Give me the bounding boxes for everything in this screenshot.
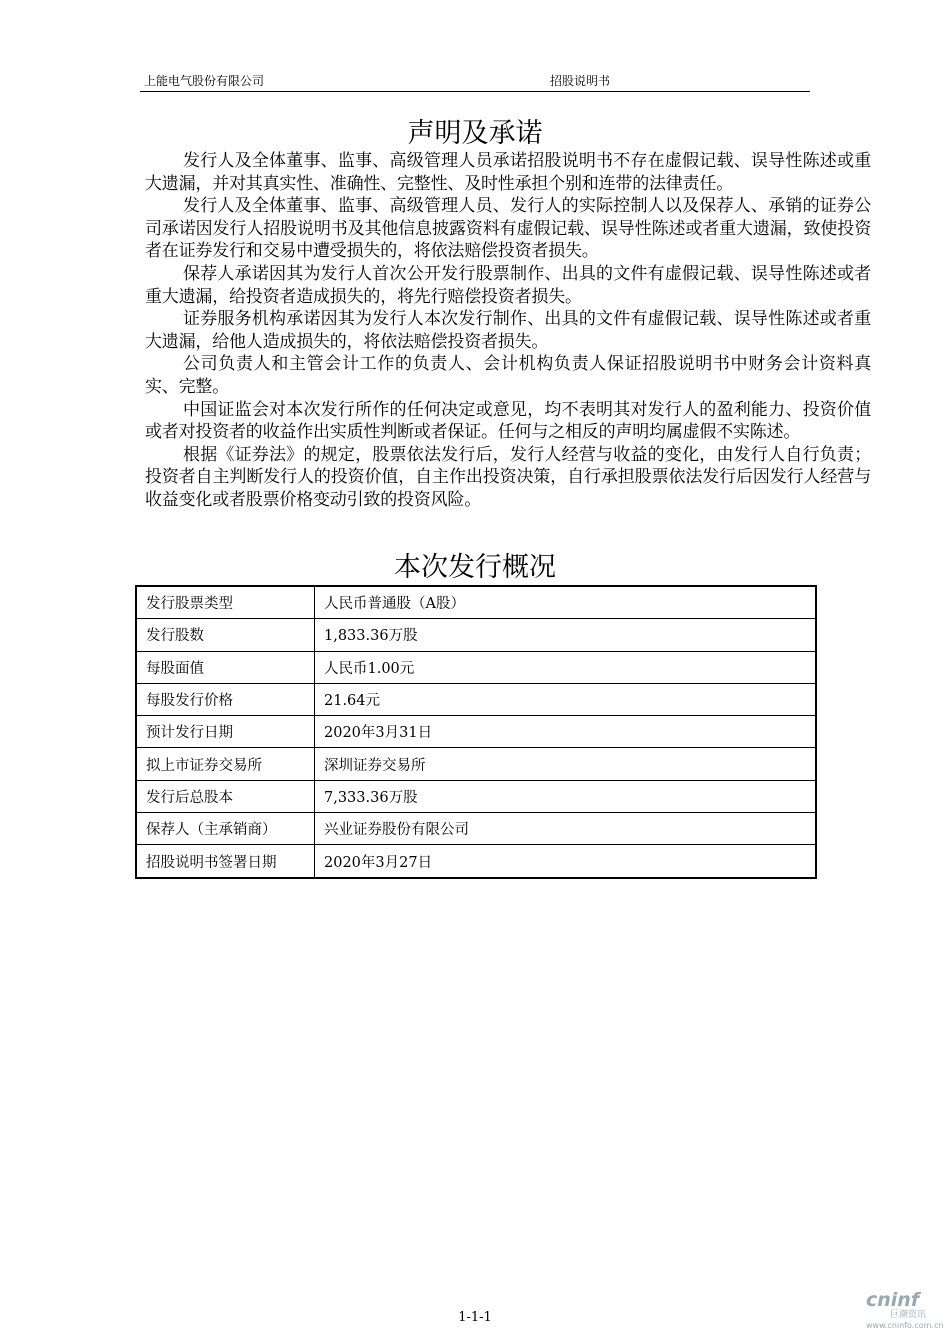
- row-label: 发行股数: [136, 619, 315, 651]
- declaration-paragraph: 公司负责人和主管会计工作的负责人、会计机构负责人保证招股说明书中财务会计资料真实、完整。: [145, 354, 871, 397]
- table-row: [136, 683, 816, 715]
- row-value: 兴业证券股份有限公司: [315, 813, 817, 845]
- row-label: 拟上市证券交易所: [136, 748, 315, 780]
- row-label: 发行后总股本: [136, 780, 315, 812]
- page-header: [140, 71, 810, 92]
- row-label: 每股面值: [136, 651, 315, 683]
- table-row: [136, 586, 816, 619]
- declaration-paragraph: 证券服务机构承诺因其为发行人本次发行制作、出具的文件有虚假记载、误导性陈述或者重大遗漏，给他人造成损失的，将依法赔偿投资者损失。: [145, 309, 871, 352]
- row-label: 保荐人（主承销商）: [136, 813, 315, 845]
- table-row: [136, 748, 816, 780]
- table-row: [136, 813, 816, 845]
- logo-brand-cn: 巨潮资讯: [890, 1310, 927, 1320]
- row-value: 1,833.36万股: [315, 619, 817, 651]
- cninfo-watermark-logo: [860, 1290, 948, 1338]
- logo-url: www.cninfo.com.cn: [866, 1321, 944, 1330]
- header-company-name: 上能电气股份有限公司: [144, 74, 265, 88]
- declaration-paragraph: 发行人及全体董事、监事、高级管理人员、发行人的实际控制人以及保荐人、承销的证券公司承诺因发行人招股说明书及其他信息披露资料有虚假记载、误导性陈述或者重大遗漏，致使投资者在证券发行和交易中遭受损失的，将依法赔偿投资者损失。: [145, 196, 871, 262]
- declaration-paragraph: 中国证监会对本次发行所作的任何决定或意见，均不表明其对发行人的盈利能力、投资价值或者对投资者的收益作出实质性判断或者保证。任何与之相反的声明均属虚假不实陈述。: [145, 399, 871, 443]
- row-value: 2020年3月31日: [315, 716, 817, 748]
- row-label: 招股说明书签署日期: [136, 845, 315, 878]
- row-value: 21.64元: [315, 683, 817, 715]
- row-label: 发行股票类型: [136, 586, 315, 619]
- row-label: 每股发行价格: [136, 683, 315, 715]
- row-label: 预计发行日期: [136, 716, 315, 748]
- page-number: 1-1-1: [458, 1310, 492, 1325]
- logo-brand: cninf: [866, 1289, 920, 1311]
- offering-overview-title: 本次发行概况: [394, 552, 556, 583]
- table-row: [136, 845, 816, 878]
- row-value: 7,333.36万股: [315, 780, 817, 812]
- row-value: 人民币普通股（A股）: [315, 586, 817, 619]
- declaration-body: [145, 150, 871, 512]
- offering-overview-table: [135, 585, 817, 879]
- table-row: [136, 651, 816, 683]
- table-row: [136, 619, 816, 651]
- header-document-type: 招股说明书: [550, 74, 611, 88]
- declaration-paragraph: 发行人及全体董事、监事、高级管理人员承诺招股说明书不存在虚假记载、误导性陈述或重大遗漏，并对其真实性、准确性、完整性、及时性承担个别和连带的法律责任。: [145, 151, 871, 194]
- row-value: 人民币1.00元: [315, 651, 817, 683]
- row-value: 2020年3月27日: [315, 845, 817, 878]
- table-row: [136, 780, 816, 812]
- declaration-title: 声明及承诺: [407, 118, 543, 149]
- table-row: [136, 716, 816, 748]
- declaration-paragraph: 保荐人承诺因其为发行人首次公开发行股票制作、出具的文件有虚假记载、误导性陈述或者重大遗漏，给投资者造成损失的，将先行赔偿投资者损失。: [145, 263, 871, 307]
- row-value: 深圳证券交易所: [315, 748, 817, 780]
- declaration-paragraph: 根据《证券法》的规定，股票依法发行后，发行人经营与收益的变化，由发行人自行负责；投资者自主判断发行人的投资价值，自主作出投资决策，自行承担股票依法发行后因发行人经营与收益变化或者股票价格变动引致的投资风险。: [145, 444, 871, 510]
